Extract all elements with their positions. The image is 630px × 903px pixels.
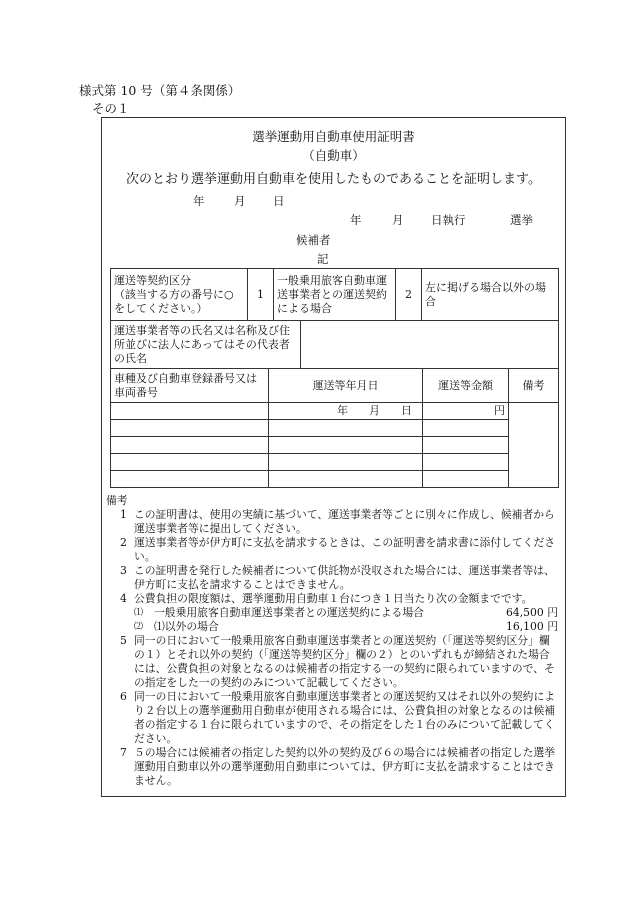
certificate-frame: [101, 117, 566, 797]
vehicle-header-remarks: 備考: [509, 369, 559, 403]
contract-table: [110, 268, 559, 321]
form-part: その１: [92, 101, 130, 116]
vehicle-row-1-amount[interactable]: [423, 403, 509, 420]
vehicle-row-2-amount[interactable]: [423, 420, 509, 437]
date-year-unit: 年: [337, 404, 349, 417]
date-day-unit: 日: [401, 404, 412, 417]
limit-item: ⑴ 一般乗用旅客自動車運送事業者との運送契約による場合 64,500 円: [134, 606, 558, 619]
operator-label: 運送事業者等の氏名又は名称及び住所並びに法人にあってはその代表者の氏名: [111, 321, 301, 369]
certificate-subtitle: （自動車）: [302, 148, 365, 163]
note-item: 4 公費負担の限度額は、選挙運動用自動車１台につき１日当たり次の金額までです。: [120, 592, 533, 605]
contract-label: 運送等契約区分 （該当する方の番号に○をしてください。）: [111, 269, 248, 321]
limit-item: ⑵ ⑴以外の場合 16,100 円: [134, 620, 558, 633]
notes-section: [106, 494, 558, 788]
election-month: 月: [392, 213, 404, 227]
vehicle-row-2-registration[interactable]: [111, 420, 269, 437]
operator-value-field[interactable]: [301, 321, 559, 369]
vehicle-header-registration: 車種及び自動車登録番号又は車両番号: [111, 369, 269, 403]
election-label: 選挙: [510, 213, 533, 227]
notes-title: 備考: [106, 494, 128, 507]
contract-option-1-number[interactable]: 1: [248, 269, 274, 321]
vehicle-row-4-date[interactable]: [269, 454, 423, 471]
contract-option-2-number[interactable]: 2: [396, 269, 422, 321]
vehicle-header-amount: 運送等金額: [423, 369, 509, 403]
note-item: 6 同一の日において一般乗用旅客自動車運送事業者との運送契約又はそれ以外の契約により２台以上の選挙運動用自動車が使用される場合には、公費負担の対象となるのは候補者の指定する１台に限られていますので、その指定をした１台のみについて記載してください。: [120, 690, 556, 745]
amount-unit: 円: [494, 404, 505, 417]
election-day: 日執行: [431, 213, 466, 227]
issue-date-day: 日: [273, 194, 285, 208]
operator-table: [110, 320, 559, 369]
date-month-unit: 月: [369, 404, 381, 417]
note-item: 5 同一の日において一般乗用旅客自動車運送事業者との運送契約（「運送等契約区分」欄の１）とそれ以外の契約（「運送等契約区分」欄の２）とのいずれもが締結された場合には、公費負担の対象となるのは候補者の指定する一の契約に限られていますので、その指定をした一の契約のみについて記載してください。: [120, 634, 555, 689]
form-number: 様式第 10 号（第４条関係）: [79, 83, 241, 98]
candidate-label: 候補者: [296, 233, 331, 247]
vehicle-table: [110, 368, 559, 488]
vehicle-row-2-date[interactable]: [269, 420, 423, 437]
issue-date-year: 年: [193, 194, 205, 208]
election-year: 年: [350, 213, 362, 227]
vehicle-row-4-registration[interactable]: [111, 454, 269, 471]
note-item: 1 この証明書は、使用の実績に基づいて、運送事業者等ごとに別々に作成し、候補者から運送事業者等に提出してください。: [120, 508, 555, 535]
vehicle-row-3-amount[interactable]: [423, 437, 509, 454]
certificate-title: 選挙運動用自動車使用証明書: [252, 129, 415, 144]
issue-date-month: 月: [234, 194, 246, 208]
vehicle-row-5-registration[interactable]: [111, 471, 269, 488]
contract-option-1-text: 一般乗用旅客自動車運送事業者との運送契約による場合: [274, 269, 396, 321]
vehicle-row-5-amount[interactable]: [423, 471, 509, 488]
vehicle-remarks-field[interactable]: [509, 403, 559, 488]
vehicle-row-1-date[interactable]: [269, 403, 423, 420]
certificate-intro: 次のとおり選挙運動用自動車を使用したものであることを証明します。: [126, 172, 541, 187]
note-item: 7 ５の場合には候補者の指定した契約以外の契約及び６の場合には候補者の指定した選挙運動用自動車以外の選挙運動用自動車については、伊方町に支払を請求することはできません。: [120, 746, 556, 787]
vehicle-row-3-registration[interactable]: [111, 437, 269, 454]
vehicle-header-date: 運送等年月日: [269, 369, 423, 403]
vehicle-row-3-date[interactable]: [269, 437, 423, 454]
contract-option-2-text: 左に掲げる場合以外の場合: [422, 269, 559, 321]
ki-label: 記: [317, 252, 329, 266]
note-item: 2 運送事業者等が伊方町に支払を請求するときは、この証明書を請求書に添付してください。: [120, 536, 556, 563]
vehicle-row-5-date[interactable]: [269, 471, 423, 488]
note-item: 3 この証明書を発行した候補者について供託物が没収された場合には、運送事業者等は、伊方町に支払を請求することはできません。: [120, 564, 555, 591]
vehicle-row-1-registration[interactable]: [111, 403, 269, 420]
vehicle-row-4-amount[interactable]: [423, 454, 509, 471]
